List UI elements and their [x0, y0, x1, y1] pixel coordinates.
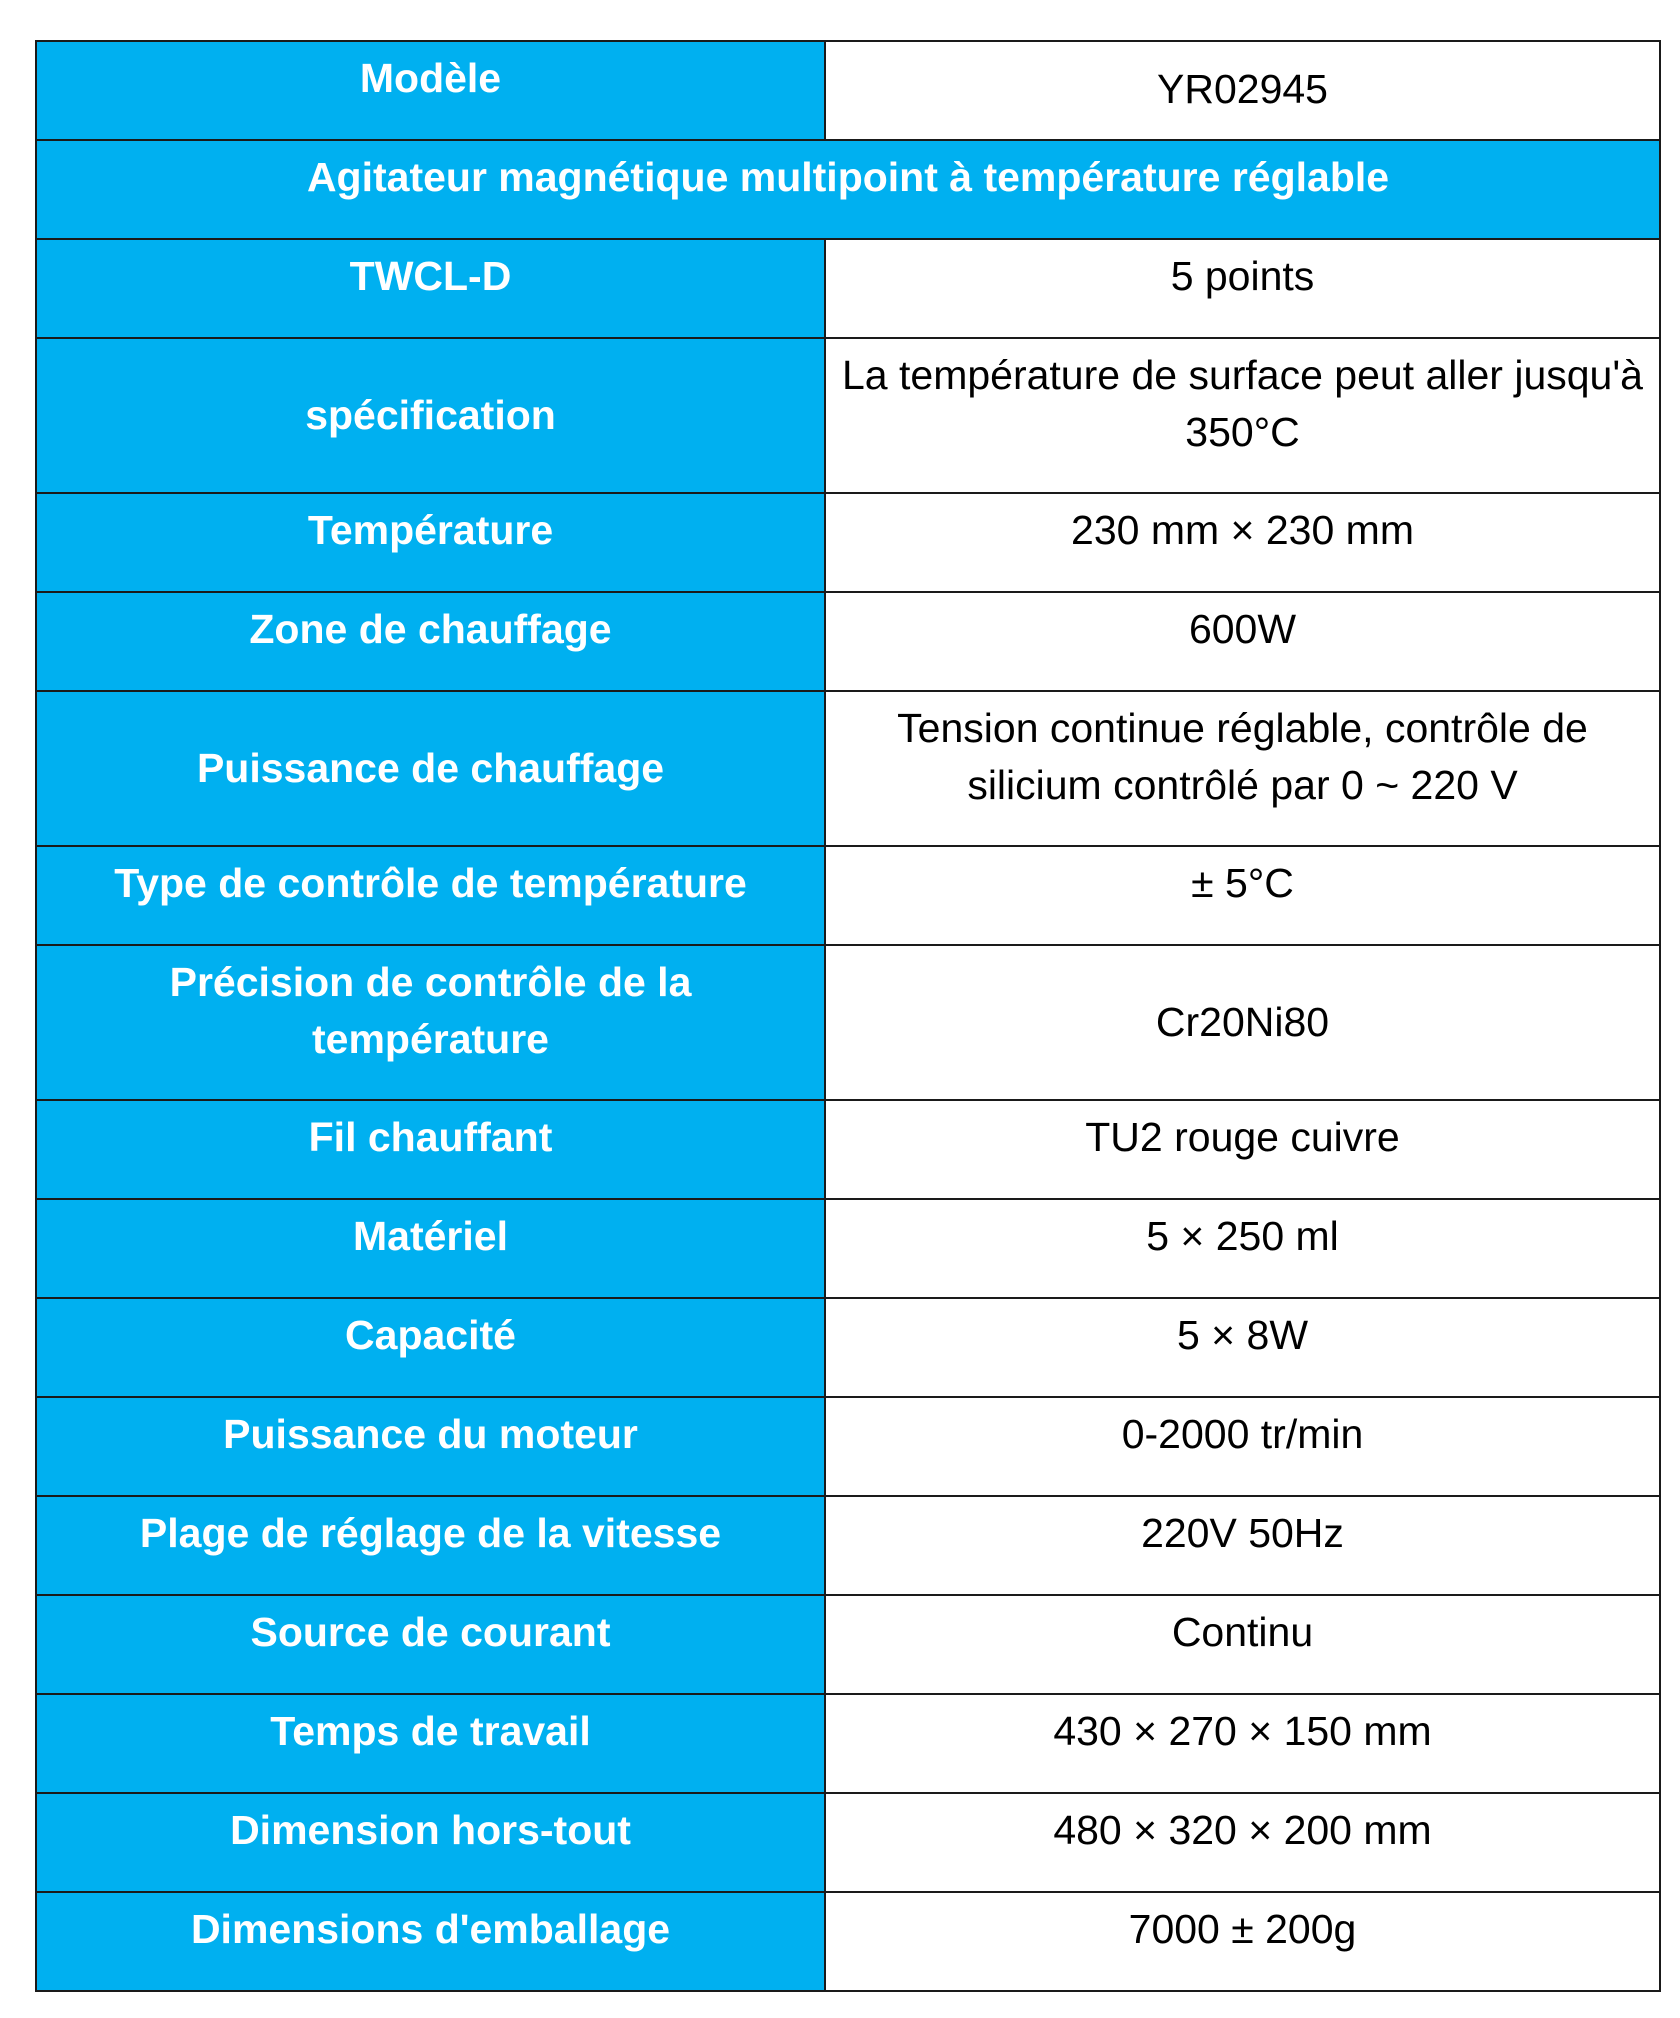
row-value-motor-power: 0-2000 tr/min	[825, 1397, 1660, 1496]
row-label-overall-dimension: Dimension hors-tout	[36, 1793, 825, 1892]
table-row-title	[36, 140, 1660, 239]
row-label-control-precision: Précision de contrôle de la température	[36, 945, 825, 1100]
table-row	[36, 846, 1660, 945]
row-value-control-precision: Cr20Ni80	[825, 945, 1660, 1100]
row-value-speed-range: 220V 50Hz	[825, 1496, 1660, 1595]
model-label: Modèle	[36, 41, 825, 140]
row-label-model-code: TWCL-D	[36, 239, 825, 338]
table-row	[36, 1595, 1660, 1694]
row-label-working-time: Temps de travail	[36, 1694, 825, 1793]
row-value-overall-dimension: 480 × 320 × 200 mm	[825, 1793, 1660, 1892]
table-row	[36, 1397, 1660, 1496]
row-label-heating-power: Puissance de chauffage	[36, 691, 825, 846]
table-row	[36, 239, 1660, 338]
table-row	[36, 338, 1660, 493]
spec-table	[35, 40, 1661, 1992]
row-value-heating-power: Tension continue réglable, contrôle de silicium contrôlé par 0 ~ 220 V	[825, 691, 1660, 846]
table-row	[36, 1496, 1660, 1595]
row-label-control-type: Type de contrôle de température	[36, 846, 825, 945]
table-row	[36, 1892, 1660, 1991]
row-value-points: 5 points	[825, 239, 1660, 338]
row-value-capacity: 5 × 8W	[825, 1298, 1660, 1397]
row-label-capacity: Capacité	[36, 1298, 825, 1397]
row-value-specification: La température de surface peut aller jusqu'à 350°C	[825, 338, 1660, 493]
table-row	[36, 1694, 1660, 1793]
row-value-packing-dimensions: 7000 ± 200g	[825, 1892, 1660, 1991]
row-label-packing-dimensions: Dimensions d'emballage	[36, 1892, 825, 1991]
row-label-speed-range: Plage de réglage de la vitesse	[36, 1496, 825, 1595]
row-label-specification: spécification	[36, 338, 825, 493]
row-value-heating-wire: TU2 rouge cuivre	[825, 1100, 1660, 1199]
row-label-heating-zone: Zone de chauffage	[36, 592, 825, 691]
row-label-temperature: Température	[36, 493, 825, 592]
table-row-model	[36, 41, 1660, 140]
row-value-temperature: 230 mm × 230 mm	[825, 493, 1660, 592]
row-label-material: Matériel	[36, 1199, 825, 1298]
row-label-motor-power: Puissance du moteur	[36, 1397, 825, 1496]
table-row	[36, 945, 1660, 1100]
row-value-power-source: Continu	[825, 1595, 1660, 1694]
table-row	[36, 1199, 1660, 1298]
row-label-power-source: Source de courant	[36, 1595, 825, 1694]
product-title: Agitateur magnétique multipoint à température réglable	[36, 140, 1660, 239]
table-row	[36, 592, 1660, 691]
table-row	[36, 691, 1660, 846]
row-value-working-time: 430 × 270 × 150 mm	[825, 1694, 1660, 1793]
table-row	[36, 493, 1660, 592]
model-value: YR02945	[825, 41, 1660, 140]
row-value-material: 5 × 250 ml	[825, 1199, 1660, 1298]
row-label-heating-wire: Fil chauffant	[36, 1100, 825, 1199]
table-row	[36, 1298, 1660, 1397]
table-row	[36, 1793, 1660, 1892]
row-value-heating-zone: 600W	[825, 592, 1660, 691]
row-value-control-type: ± 5°C	[825, 846, 1660, 945]
table-row	[36, 1100, 1660, 1199]
